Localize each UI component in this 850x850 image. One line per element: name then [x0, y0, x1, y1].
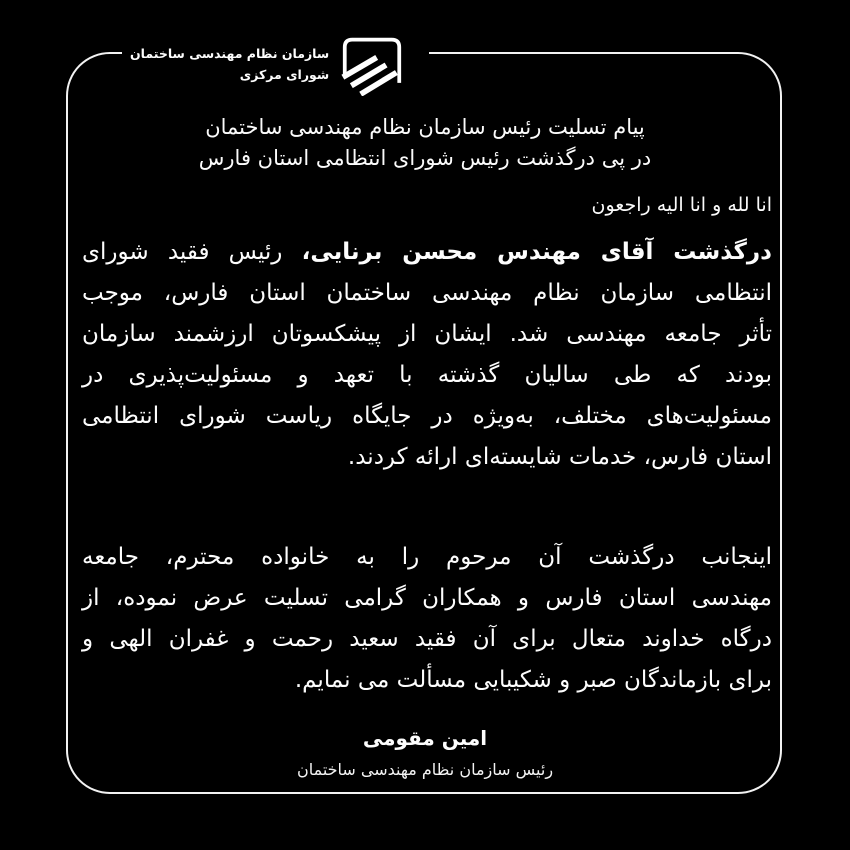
- p2-line-1: اینجانب درگذشت آن مرحوم را به خانواده محترم، جامعه: [82, 544, 772, 570]
- paragraph-2: [82, 537, 772, 701]
- p1-line-3: تأثر جامعه مهندسی شد. ایشان از پیشکسوتان ارزشمند سازمان: [82, 321, 772, 347]
- p1-line-1-rest: رئیس فقید شورای: [82, 239, 283, 265]
- p2-line-4: برای بازماندگان صبر و شکیبایی مسألت می نمایم.: [294, 667, 772, 693]
- p2-line-2: مهندسی استان فارس و همکاران گرامی تسلیت عرض نموده، از: [82, 585, 772, 611]
- paragraph-1: [82, 232, 772, 478]
- message-title: [80, 112, 770, 174]
- signature-title: رئیس سازمان نظام مهندسی ساختمان: [296, 760, 554, 779]
- deceased-name-bold: درگذشت آقای مهندس محسن برنایی،: [301, 239, 772, 265]
- p1-line-2: انتظامی سازمان نظام مهندسی ساختمان استان فارس، موجب: [82, 280, 772, 306]
- org-council: شورای مرکزی: [239, 67, 330, 82]
- org-logo-text: [130, 44, 329, 85]
- org-logo: [122, 24, 429, 106]
- building-stripes-icon: [339, 34, 405, 96]
- istirja-verse: انا لله و انا الیه راجعون: [591, 194, 772, 216]
- p1-line-1: [82, 232, 772, 273]
- p1-line-6: استان فارس، خدمات شایسته‌ای ارائه کردند.: [347, 444, 772, 470]
- p1-line-4: بودند که طی سالیان گذشته با تعهد و مسئولیت‌پذیری در: [82, 362, 772, 388]
- signature-name: امین مقومی: [362, 726, 488, 750]
- p1-line-5: مسئولیت‌های مختلف، به‌ویژه در جایگاه ریاست شورای انتظامی: [82, 403, 772, 429]
- org-name: سازمان نظام مهندسی ساختمان: [130, 46, 330, 62]
- message-title-line-1: پیام تسلیت رئیس سازمان نظام مهندسی ساختمان: [205, 115, 645, 139]
- message-title-line-2: در پی درگذشت رئیس شورای انتظامی استان فارس: [198, 146, 652, 170]
- p2-line-3: درگاه خداوند متعال برای آن فقید سعید رحمت و غفران الهی و: [82, 626, 772, 652]
